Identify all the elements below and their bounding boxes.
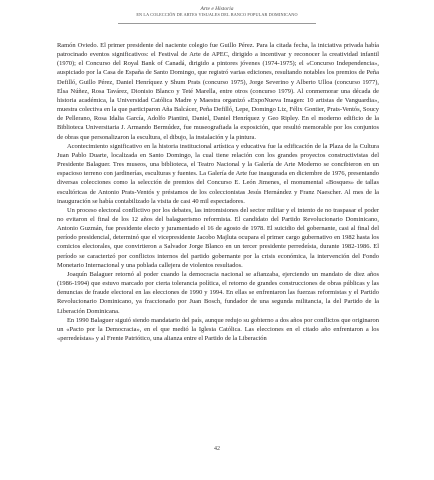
paragraph: Joaquín Balaguer retornó al poder cuando la democracia nacional se afianzaba, ejerciendo un mandato de diez años (1986-1994) que estuvo marcado por cierta tolerancia política, el retorno de grandes construcciones de obras públicas y las denuncias de fraude electoral en las elecciones de 1990 y 1994. En ellas se enfrentaron las fuerzas reformistas y el Partido Revolucionario Dominicano, ya fraccionado por Juan Bosch, fundador de una segunda militancia, la del Partido de la Liberación Dominicana.	[57, 270, 379, 315]
body-text	[57, 41, 379, 343]
paragraph: Un proceso electoral conflictivo por los debates, las intromisiones del sector militar y el intento de no traspasar el poder no evitaron el final de los 12 años del balaguerismo reformista. El candidato del Partido Revolucionario Dominicano, Antonio Guzmán, fue presidente electo y juramentado el 16 de agosto de 1978. El suicidio del gobernante, casi al final del período presidencial, determinó que el vicepresidente Jacobo Majluta ocupara el primer cargo gubernativo en 1982 hasta los comicios electorales, que convirtieron a Salvador Jorge Blanco en un tercer presidente perredeísta, durante 1982-1986. El período se caracterizó por conflictos internos del partido gobernante por la crisis económica, la intervención del Fondo Monetario Internacional y una poblada callejera de violentos resultados.	[57, 206, 379, 269]
paragraph: En 1990 Balaguer siguió siendo mandatario del país, aunque redujo su gobierno a dos años por conflictos que originaron un «Pacto por la Democracia», en el que medió la Iglesia Católica. Las elecciones en el citado año enfrentaron a los «perredeístas» y al Frente Patriótico, una alianza entre el Partido de la Liberación	[57, 316, 379, 342]
running-header	[0, 6, 434, 18]
header-subtitle: EN LA COLECCIÓN DE ARTES VISUALES DEL BANCO POPULAR DOMINICANO	[136, 12, 298, 17]
paragraph: Acontecimiento significativo en la historia institucional artística y educativa fue la edificación de la Plaza de la Cultura Juan Pablo Duarte, localizada en Santo Domingo, la cual tiene relación con los grandes proyectos constructivistas del Presidente Balaguer. Tres museos, una biblioteca, el Teatro Nacional y la Galería de Arte Moderno se concibieron en un espacioso terreno con jardinerías, esculturas y fuentes. La Galería de Arte fue inaugurada en diciembre de 1976, presentando diversas colecciones como la selección de premios del Concurso E. León Jimenes, el monumental «Bosques» de tallas escultóricas de Antonio Prats-Ventós y préstamos de los coleccionistas Jesús Hernández y Franz Naescher. Al mes de la inauguración se había contabilizado la visita de casi 40 mil espectadores.	[57, 142, 379, 205]
header-title: Arte e Historia	[200, 6, 234, 12]
header-rule	[118, 23, 316, 24]
paragraph: Ramón Oviedo. El primer presidente del naciente colegio fue Guillo Pérez. Para la citada fecha, la iniciativa privada había patrocinado eventos significativos: el Festival de Arte de APEC, dirigido a incentivar y reconocer la creatividad infantil (1970); el Concurso del Royal Bank of Canadá, dirigido a pintores jóvenes (1974-1975); el «Concurso Independencia», auspiciado por la Casa de España de Santo Domingo, que registró varias ediciones, resultando notables los premios de Peña Defilló, Guillo Pérez, Daniel Henríquez y Shum Prats (concurso 1975), Jorge Severino y Alberto Ulloa (concurso 1977), Elsa Núñez, Rosa Tavárez, Dionisio Blanco y Teté Marella, entre otros (concurso 1979). Al conmemorar una década de historia académica, la Universidad Católica Madre y Maestra organizó «ExpoNueva Imagen: 10 artistas de Vanguardia», muestra colectiva en la que participaron Aña Balcácer, Peña Defilló, Lepe, Domingo Liz, Félix Gontier, Prats-Ventós, Soucy de Pellerano, Rosa Idalia García, Adolfo Piantini, Daniel, Daniel Henríquez y Geo Ripley. En el moderno edificio de la Biblioteca Universitaria J. Armando Bermúdez, fue museografiada la exposición, que resultó memorable por los conjuntos de obras que personalizaron la escultura, el dibujo, la instalación y la pintura.	[57, 42, 379, 141]
page-number: 42	[214, 446, 220, 452]
